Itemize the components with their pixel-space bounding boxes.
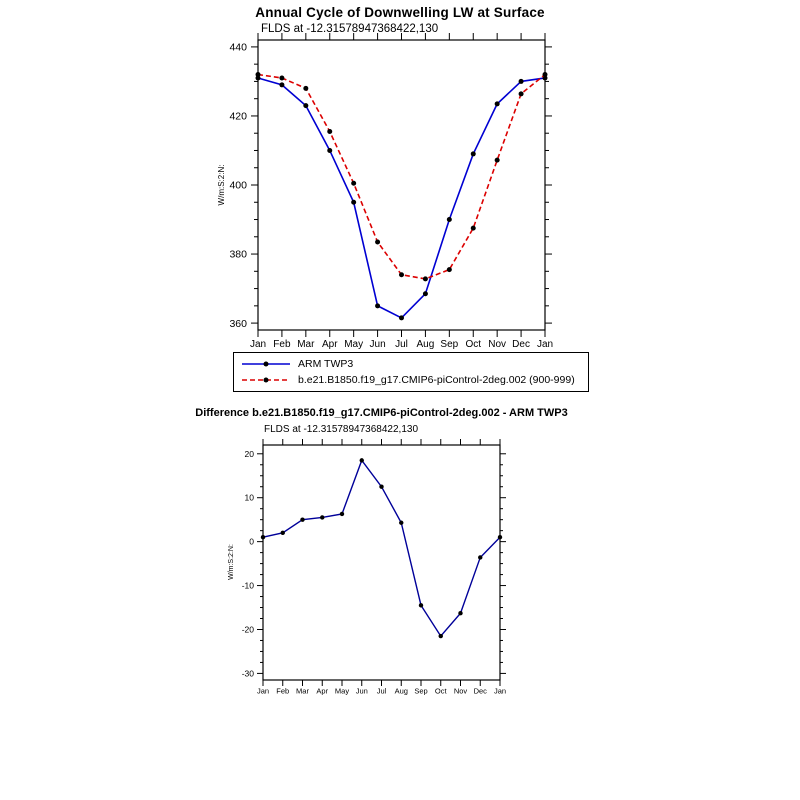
plot-frame bbox=[258, 40, 545, 330]
legend-marker bbox=[264, 378, 269, 383]
data-point bbox=[351, 200, 356, 205]
data-point bbox=[399, 272, 404, 277]
data-point bbox=[458, 611, 462, 615]
x-tick-label: Nov bbox=[453, 686, 468, 696]
data-point bbox=[399, 521, 403, 525]
series-line bbox=[258, 75, 545, 279]
data-point bbox=[327, 148, 332, 153]
top-y-axis-label: W/m:S:2:N: bbox=[217, 164, 226, 206]
data-point bbox=[495, 101, 500, 106]
legend bbox=[233, 352, 589, 392]
data-point bbox=[423, 291, 428, 296]
bottom-chart-title: Difference b.e21.B1850.f19_g17.CMIP6-piControl-2deg.002 - ARM TWP3 bbox=[195, 407, 568, 419]
data-point bbox=[375, 239, 380, 244]
y-tick-label: 20 bbox=[244, 448, 254, 459]
y-tick-label: 380 bbox=[229, 248, 247, 261]
x-tick-label: Dec bbox=[512, 339, 530, 350]
y-tick-label: -10 bbox=[241, 580, 254, 591]
x-tick-label: Sep bbox=[440, 339, 459, 350]
x-tick-label: Apr bbox=[316, 686, 329, 696]
x-tick-label: Nov bbox=[488, 339, 507, 350]
data-point bbox=[379, 485, 383, 489]
x-tick-label: Mar bbox=[297, 339, 315, 350]
y-tick-label: -30 bbox=[241, 668, 254, 679]
data-point bbox=[478, 555, 482, 559]
x-tick-label: Dec bbox=[473, 686, 487, 696]
x-tick-label: Jun bbox=[369, 339, 386, 350]
top-chart-subtitle: FLDS at -12.31578947368422,130 bbox=[261, 23, 439, 35]
x-tick-label: May bbox=[344, 339, 364, 350]
x-tick-label: Jul bbox=[376, 686, 387, 696]
x-tick-label: Jan bbox=[536, 339, 554, 350]
legend-row-obs bbox=[240, 356, 584, 372]
top-chart-title: Annual Cycle of Downwelling LW at Surface bbox=[255, 5, 545, 20]
data-point bbox=[471, 226, 476, 231]
x-tick-label: Mar bbox=[296, 686, 309, 696]
x-tick-label: Jun bbox=[355, 686, 368, 696]
data-point bbox=[360, 458, 364, 462]
data-point bbox=[543, 72, 548, 77]
data-point bbox=[340, 512, 344, 516]
x-tick-label: Jul bbox=[395, 339, 408, 350]
x-tick-label: Oct bbox=[434, 686, 447, 696]
x-tick-label: Jan bbox=[493, 686, 507, 696]
data-point bbox=[419, 603, 423, 607]
data-point bbox=[261, 535, 265, 539]
data-point bbox=[471, 151, 476, 156]
data-point bbox=[303, 86, 308, 91]
data-point bbox=[423, 276, 428, 281]
series-line bbox=[258, 78, 545, 318]
x-tick-label: Aug bbox=[394, 686, 408, 696]
y-tick-label: 10 bbox=[244, 492, 254, 503]
y-tick-label: 420 bbox=[229, 110, 247, 123]
x-tick-label: May bbox=[334, 686, 350, 696]
data-point bbox=[498, 535, 502, 539]
data-point bbox=[300, 517, 304, 521]
x-tick-label: Jan bbox=[256, 686, 270, 696]
y-tick-label: 400 bbox=[229, 179, 247, 192]
y-tick-label: 0 bbox=[249, 536, 254, 547]
plot-frame bbox=[263, 445, 500, 680]
legend-marker bbox=[264, 362, 269, 367]
data-point bbox=[303, 103, 308, 108]
x-tick-label: Oct bbox=[465, 339, 482, 350]
data-point bbox=[327, 129, 332, 134]
data-point bbox=[447, 267, 452, 272]
data-point bbox=[320, 515, 324, 519]
data-point bbox=[279, 75, 284, 80]
x-tick-label: Feb bbox=[273, 339, 291, 350]
legend-row-model bbox=[240, 372, 584, 388]
bottom-y-axis-label: W/m:S:2:N: bbox=[228, 544, 235, 580]
data-point bbox=[281, 531, 285, 535]
legend-line-sample-model bbox=[240, 374, 292, 386]
x-tick-label: Apr bbox=[321, 339, 338, 350]
data-point bbox=[519, 91, 524, 96]
y-tick-label: 440 bbox=[229, 41, 247, 54]
x-tick-label: Feb bbox=[276, 686, 290, 696]
data-point bbox=[399, 315, 404, 320]
legend-label-obs: ARM TWP3 bbox=[298, 358, 354, 370]
data-point bbox=[447, 217, 452, 222]
y-tick-label: -20 bbox=[241, 624, 254, 635]
data-point bbox=[495, 158, 500, 163]
x-tick-label: Aug bbox=[416, 339, 435, 350]
data-point bbox=[256, 72, 261, 77]
bottom-chart-subtitle: FLDS at -12.31578947368422,130 bbox=[264, 424, 419, 435]
legend-line-sample-obs bbox=[240, 358, 292, 370]
x-tick-label: Sep bbox=[414, 686, 428, 696]
data-point bbox=[351, 181, 356, 186]
legend-label-model: b.e21.B1850.f19_g17.CMIP6-piControl-2deg.002 (900-999) bbox=[298, 374, 575, 386]
data-point bbox=[439, 634, 443, 638]
x-tick-label: Jan bbox=[249, 339, 267, 350]
data-point bbox=[375, 303, 380, 308]
data-point bbox=[279, 82, 284, 87]
y-tick-label: 360 bbox=[229, 317, 247, 330]
data-point bbox=[519, 79, 524, 84]
